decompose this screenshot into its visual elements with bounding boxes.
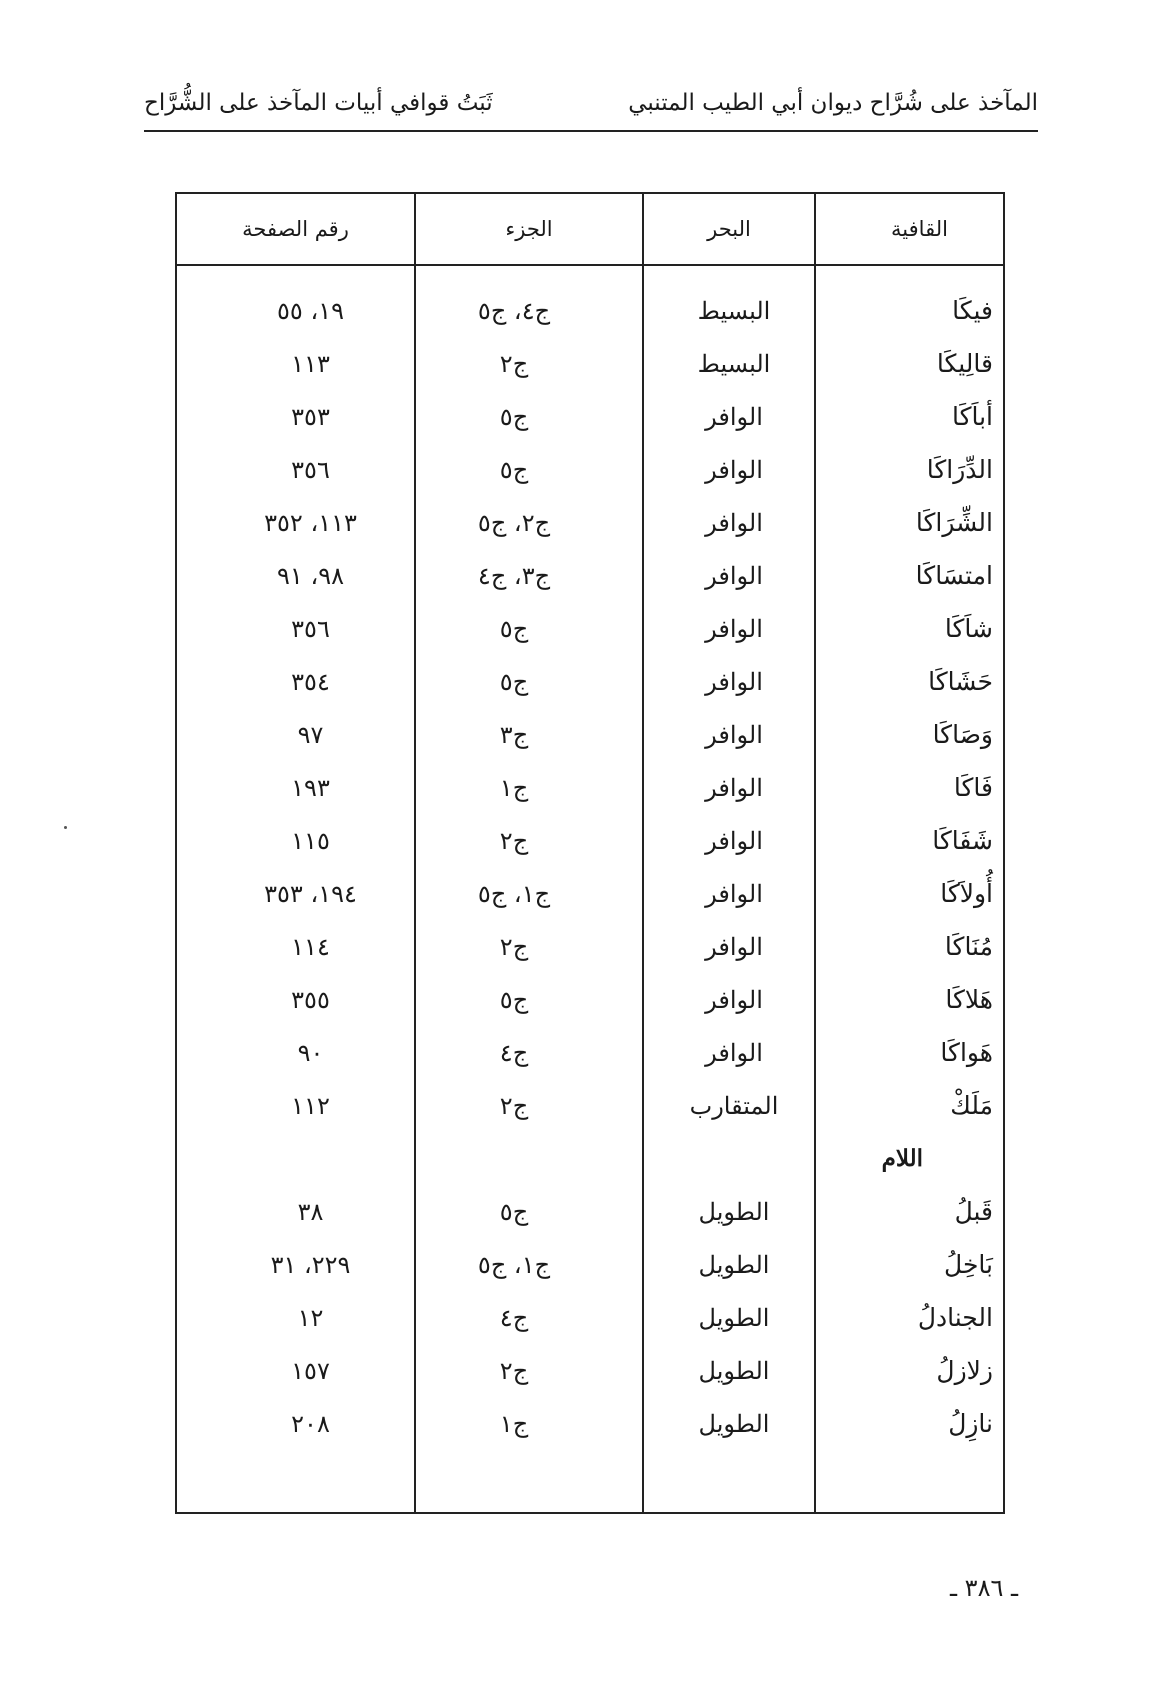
rhyme-cell: امتسَاكَا xyxy=(815,549,1003,602)
table-row xyxy=(177,443,1003,496)
meter-cell: الوافر xyxy=(643,867,815,920)
part-cell: ج٥ xyxy=(415,390,643,443)
part-cell: ج٢ xyxy=(415,920,643,973)
page-number-cell: ١٩، ٥٥ xyxy=(277,296,344,325)
rhyme-cell: بَاخِلُ xyxy=(815,1238,1003,1291)
column-header-meter: البحر xyxy=(643,194,815,265)
meter-cell: الطويل xyxy=(643,1238,815,1291)
empty-cell xyxy=(177,1450,415,1512)
rhymes-table-frame xyxy=(175,192,1005,1514)
table-row xyxy=(177,549,1003,602)
meter-cell: الوافر xyxy=(643,1026,815,1079)
meter-cell: الوافر xyxy=(643,549,815,602)
meter-cell: الطويل xyxy=(643,1185,815,1238)
meter-cell: الوافر xyxy=(643,390,815,443)
rhyme-cell: فيكَا xyxy=(815,284,1003,337)
part-cell: ج٥ xyxy=(415,973,643,1026)
table-row xyxy=(177,602,1003,655)
table-row xyxy=(177,867,1003,920)
page-number-cell: ١١٢ xyxy=(291,1091,330,1120)
running-header xyxy=(144,86,1038,126)
meter-cell: الوافر xyxy=(643,443,815,496)
meter-cell: الطويل xyxy=(643,1291,815,1344)
meter-cell: الوافر xyxy=(643,761,815,814)
table-row xyxy=(177,655,1003,708)
table-row xyxy=(177,390,1003,443)
rhyme-cell: أباَكَا xyxy=(815,390,1003,443)
table-row xyxy=(177,284,1003,337)
column-header-part: الجزء xyxy=(415,194,643,265)
part-cell: ج٥ xyxy=(415,1185,643,1238)
part-cell: ج١، ج٥ xyxy=(415,867,643,920)
meter-cell: البسيط xyxy=(643,337,815,390)
rhyme-cell: شَفَاكَا xyxy=(815,814,1003,867)
page-number-cell: ٢٢٩، ٣١ xyxy=(270,1250,351,1279)
meter-cell: الوافر xyxy=(643,708,815,761)
meter-cell: الطويل xyxy=(643,1397,815,1450)
meter-cell: الوافر xyxy=(643,602,815,655)
table-row xyxy=(177,337,1003,390)
table-row xyxy=(177,1397,1003,1450)
page-number-cell: ١١٣، ٣٥٢ xyxy=(264,508,357,537)
page-number-cell: ١١٣ xyxy=(291,349,330,378)
part-cell: ج١، ج٥ xyxy=(415,1238,643,1291)
rhyme-cell: مُنَاكَا xyxy=(815,920,1003,973)
meter-cell: الوافر xyxy=(643,920,815,973)
book-title-header: المآخذ على شُرَّاح ديوان أبي الطيب المتنبي xyxy=(628,90,1038,116)
table-row xyxy=(177,1185,1003,1238)
table-bottom-filler xyxy=(177,1450,1003,1512)
part-cell: ج٢، ج٥ xyxy=(415,496,643,549)
rhymes-table xyxy=(177,194,1003,1512)
section-heading-lam: اللام xyxy=(815,1132,1003,1185)
rhyme-cell: مَلَكْ xyxy=(815,1079,1003,1132)
page-number-cell: ٩٨، ٩١ xyxy=(277,561,344,590)
rhyme-cell: نازِلُ xyxy=(815,1397,1003,1450)
rhyme-cell: الدِّرَاكَا xyxy=(815,443,1003,496)
table-row xyxy=(177,708,1003,761)
empty-cell xyxy=(815,1450,1003,1512)
table-row xyxy=(177,1026,1003,1079)
table-row xyxy=(177,1238,1003,1291)
table-row xyxy=(177,973,1003,1026)
part-cell: ج١ xyxy=(415,1397,643,1450)
page-number-cell: ١١٥ xyxy=(291,826,330,855)
page-number-cell: ٩٠ xyxy=(297,1038,324,1067)
page-number-cell: ٣٥٦ xyxy=(291,455,330,484)
empty-cell xyxy=(415,1450,643,1512)
part-cell: ج٥ xyxy=(415,655,643,708)
empty-cell xyxy=(177,1132,415,1185)
rhyme-cell: فَاكَا xyxy=(815,761,1003,814)
meter-cell: المتقارب xyxy=(643,1079,815,1132)
part-cell: ج٢ xyxy=(415,814,643,867)
page-number-cell: ٣٥٦ xyxy=(291,614,330,643)
rhyme-cell: هَلاكَا xyxy=(815,973,1003,1026)
column-header-rhyme: القافية xyxy=(815,194,1003,265)
table-row xyxy=(177,1344,1003,1397)
rhyme-cell: أُولاَكَا xyxy=(815,867,1003,920)
table-row xyxy=(177,1291,1003,1344)
empty-cell xyxy=(415,1132,643,1185)
table-row xyxy=(177,761,1003,814)
empty-cell xyxy=(643,1132,815,1185)
rhyme-cell: هَواكَا xyxy=(815,1026,1003,1079)
part-cell: ج٤، ج٥ xyxy=(415,284,643,337)
part-cell: ج٤ xyxy=(415,1291,643,1344)
table-row xyxy=(177,814,1003,867)
page-number-cell: ١٩٣ xyxy=(291,773,330,802)
meter-cell: الوافر xyxy=(643,814,815,867)
page-number-cell: ٣٥٥ xyxy=(291,985,330,1014)
table-body xyxy=(177,265,1003,1512)
rhyme-cell: وَصَاكَا xyxy=(815,708,1003,761)
page-number-cell: ٣٥٣ xyxy=(291,402,330,431)
page-number-cell: ٣٨ xyxy=(297,1197,324,1226)
page-number-cell: ٩٧ xyxy=(297,720,324,749)
rhyme-cell: شاَكَا xyxy=(815,602,1003,655)
part-cell: ج٣، ج٤ xyxy=(415,549,643,602)
page-number-cell: ١٥٧ xyxy=(291,1356,330,1385)
page-number: ـ ٣٨٦ ـ xyxy=(950,1574,1019,1602)
table-row xyxy=(177,920,1003,973)
meter-cell: الوافر xyxy=(643,496,815,549)
table-row xyxy=(177,496,1003,549)
page-number-cell: ١٩٤، ٣٥٣ xyxy=(264,879,357,908)
part-cell: ج٣ xyxy=(415,708,643,761)
page-number-cell: ١٢ xyxy=(297,1303,324,1332)
scan-speck xyxy=(64,826,67,829)
table-row xyxy=(177,1079,1003,1132)
table-top-spacer xyxy=(177,265,1003,284)
rhyme-cell: زلازلُ xyxy=(815,1344,1003,1397)
rhyme-cell: الشِّرَاكَا xyxy=(815,496,1003,549)
meter-cell: الطويل xyxy=(643,1344,815,1397)
part-cell: ج٢ xyxy=(415,337,643,390)
meter-cell: الوافر xyxy=(643,655,815,708)
part-cell: ج٥ xyxy=(415,443,643,496)
section-heading-row xyxy=(177,1132,1003,1185)
table-header-row xyxy=(177,194,1003,265)
meter-cell: الوافر xyxy=(643,973,815,1026)
rhyme-cell: قَبلُ xyxy=(815,1185,1003,1238)
rhyme-cell: الجنادلُ xyxy=(815,1291,1003,1344)
empty-cell xyxy=(643,1450,815,1512)
part-cell: ج١ xyxy=(415,761,643,814)
header-divider xyxy=(144,130,1038,132)
part-cell: ج٤ xyxy=(415,1026,643,1079)
page-number-cell: ٣٥٤ xyxy=(291,667,330,696)
part-cell: ج٥ xyxy=(415,602,643,655)
rhyme-cell: حَشَاكَا xyxy=(815,655,1003,708)
part-cell: ج٢ xyxy=(415,1079,643,1132)
column-header-page: رقم الصفحة xyxy=(177,194,415,265)
rhyme-cell: قالِيكَا xyxy=(815,337,1003,390)
page-number-cell: ٢٠٨ xyxy=(291,1409,330,1438)
part-cell: ج٢ xyxy=(415,1344,643,1397)
meter-cell: البسيط xyxy=(643,284,815,337)
section-title-header: ثَبَتُ قوافي أبيات المآخذ على الشُّرَّاح xyxy=(144,90,493,116)
page-number-cell: ١١٤ xyxy=(291,932,330,961)
